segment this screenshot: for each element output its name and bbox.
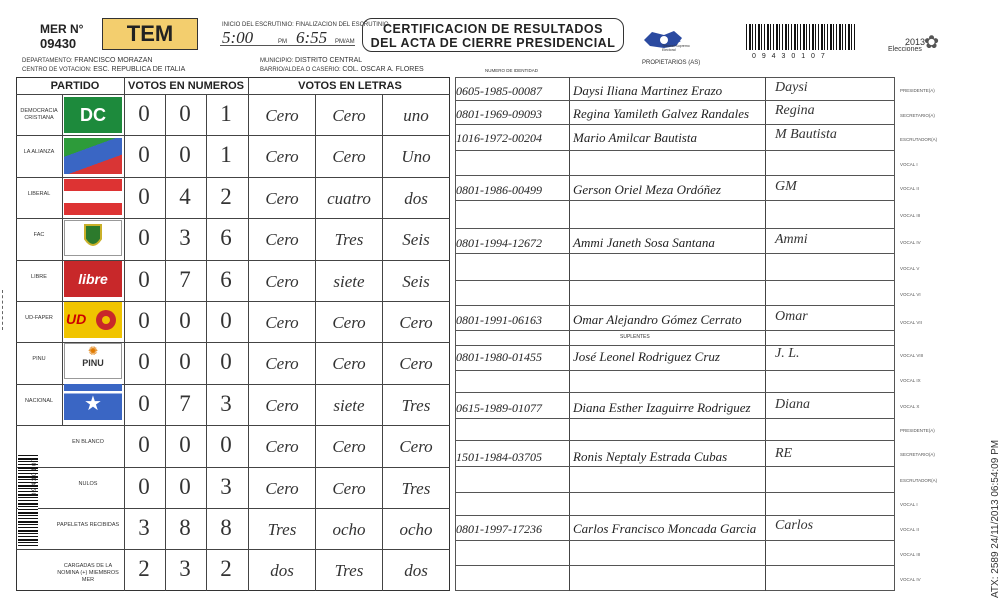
vote-digit: 7 [179,266,191,292]
pinu-logo-text: PINU [82,358,104,368]
member-id: 1016-1972-00204 [456,131,542,145]
vote-digit: 2 [220,183,232,209]
pinu-star-icon: ✺ [87,344,99,358]
mun-label: MUNICIPIO: [260,58,294,64]
dc-logo [64,97,122,133]
election-word: Elecciones [888,46,922,53]
sun-icon [92,303,120,337]
vote-digit: 0 [179,142,191,168]
pm-label-1: PM [278,39,287,45]
role-label: VOCAL III [900,213,921,218]
vote-word: Cero [265,478,299,498]
vote-digit: 0 [179,349,191,375]
vote-digit: 0 [179,308,191,333]
side-barcode-number: 0 9 4 3 0 1 0 7 [32,457,38,496]
vote-word: dos [404,188,428,208]
role-label: ESCRUTADOR(A) [900,137,938,142]
vote-digit: 3 [220,473,232,499]
vote-word: Cero [265,395,299,415]
vote-word: Cero [265,437,299,457]
vote-digit: 0 [138,390,150,416]
member-id: 0801-1991-06163 [456,313,542,327]
nacional-star-icon: ★ [84,393,102,415]
vote-digit: 0 [220,432,232,458]
vote-digit: 0 [138,183,150,209]
member-id: 0801-1969-09093 [456,107,542,121]
tse-sub-label: Tribunal Supremo Electoral [662,44,690,52]
top-barcode [746,24,856,50]
fac-shield-icon [65,221,121,255]
mer-label: MER N° [40,22,84,36]
vote-word: Cero [265,106,299,125]
vote-digit: 0 [138,266,150,292]
dc-logo-text: DC [80,105,106,125]
vote-digit: 8 [179,515,191,540]
party-name: LA ALIANZA [23,149,55,156]
party-name: DEMOCRACIA CRISTIANA [20,108,58,121]
libre-logo-text: libre [78,271,108,287]
title-line-2: DEL ACTA DE CIERRE PRESIDENCIAL [370,36,616,50]
vote-digit: 8 [220,515,232,540]
vote-word: Cero [332,437,366,457]
col-letras: VOTOS EN LETRAS [298,80,402,92]
vote-word: siete [333,395,365,415]
inicio-label: INICIO DEL ESCRUTINIO: FINALIZACION DEL ESCRUTINIO [222,22,389,28]
vote-word: Cero [332,313,366,332]
role-label: VOCAL III [900,552,921,557]
vote-digit: 2 [138,556,150,582]
member-name: Carlos Francisco Moncada Garcia [573,521,757,536]
vote-word: cuatro [327,188,371,208]
top-barcode-number: 0 9 4 3 0 1 0 7 [752,53,827,60]
barrio-label: BARRIO/ALDEA O CASERIO: [260,67,341,73]
liberal-logo [64,179,122,215]
title-box [362,18,624,52]
party-name: NULOS [78,480,98,487]
member-signature: Diana [775,397,810,412]
role-label: VOCAL II [900,186,919,191]
party-name: CARGADAS DE LA NOMINA (+) MIEMBROS MER [57,563,119,584]
member-name: Daysi Iliana Martinez Erazo [573,83,723,98]
vote-digit: 0 [138,225,150,251]
time-end: 6:55 [296,28,328,47]
member-signature: RE [775,446,793,461]
vote-digit: 0 [138,473,150,499]
party-name: PINU [32,356,46,363]
vote-word: Cero [265,354,299,374]
vote-digit: 0 [138,142,150,168]
vote-digit: 6 [220,266,232,292]
id-column-label: NUMERO DE IDENTIDAD [485,68,539,73]
role-label: VOCAL X [900,404,920,409]
vote-word: siete [333,271,365,291]
vote-digit: 6 [220,225,232,251]
member-signature: J. L. [775,346,800,361]
vote-word: Cero [265,271,299,291]
election-icon: ✿ [924,32,940,52]
vote-digit: 2 [220,556,232,582]
vote-word: Uno [401,147,431,167]
vote-word: Tres [401,478,431,498]
role-label: VOCAL VII [900,320,922,325]
vote-word: uno [403,106,429,125]
vote-word: Cero [399,313,433,332]
member-name: Gerson Oriel Meza Ordóñez [573,182,721,197]
role-label: VOCAL I [900,502,918,507]
role-label: VOCAL I [900,162,918,167]
vote-digit: 3 [138,515,150,540]
ud-logo [64,302,122,338]
vote-digit: 3 [220,390,232,416]
vote-digit: 1 [220,142,232,168]
propietarios-label: PROPIETARIOS (AS) [642,60,701,66]
member-signature: GM [775,179,797,194]
vote-word: ocho [332,520,366,539]
member-signature: M Bautista [775,127,837,142]
member-name: Diana Esther Izaguirre Rodriguez [573,400,751,415]
libre-logo [64,261,122,297]
title-line-1: CERTIFICACION DE RESULTADOS [383,22,603,36]
vote-digit: 3 [179,556,191,582]
mer-number: 09430 [40,36,77,51]
vote-word: Cero [265,188,299,208]
party-name: NACIONAL [24,397,54,404]
election-year: 2013 [905,37,926,47]
role-label: PRESIDENTE(A) [900,428,935,433]
member-signature: Daysi [775,80,808,95]
vote-word: Seis [402,230,430,250]
role-label: VOCAL II [900,527,919,532]
ud-logo-text: UD [66,311,87,327]
party-name: FAC [33,232,45,239]
tse-label: TSE [670,38,681,44]
role-label: PRESIDENTE(A) [900,88,935,93]
member-id: 0801-1980-01455 [456,350,542,364]
vote-word: Cero [332,106,366,125]
party-name: PAPELETAS RECIBIDAS [56,522,120,528]
vote-digit: 0 [179,101,191,126]
barrio-value: COL. OSCAR A. FLORES [342,66,424,73]
member-signature: Ammi [775,232,808,247]
tem-label: TEM [126,21,174,46]
nacional-logo [64,384,122,420]
centro-label: CENTRO DE VOTACION: [22,67,92,73]
centro-value: ESC. REPUBLICA DE ITALIA [93,66,186,73]
vote-word: Cero [332,354,366,374]
pinu-logo [64,343,122,379]
party-name: LIBERAL [27,190,51,197]
transmission-timestamp: ATX: 2589 24/11/2013 06:54:09 PM [990,439,1001,598]
vote-digit: 0 [138,308,150,333]
vote-digit: 0 [138,101,150,126]
party-name: LIBRE [31,273,47,280]
vote-word: Cero [265,313,299,332]
member-name: Omar Alejandro Gómez Cerrato [573,312,742,327]
member-signature: Regina [775,103,815,118]
member-name: Mario Amilcar Bautista [573,130,697,145]
mun-value: DISTRITO CENTRAL [295,57,363,64]
member-name: Ammi Janeth Sosa Santana [573,235,715,250]
vote-digit: 0 [220,349,232,375]
vote-word: dos [404,561,428,581]
role-label: VOCAL V [900,266,920,271]
member-name: Regina Yamileth Galvez Randales [573,106,750,121]
role-label: VOCAL IV [900,240,921,245]
dept-label: DEPARTAMENTO: [22,58,73,64]
tem-box [102,18,198,50]
role-label: VOCAL IX [900,378,921,383]
vote-digit: 1 [220,101,232,126]
vote-word: dos [270,561,294,581]
party-name: EN BLANCO [72,439,104,446]
members-box [455,77,895,591]
member-id: 0615-1989-01077 [456,401,542,415]
vote-digit: 0 [138,349,150,375]
vote-digit: 0 [220,308,232,333]
vote-word: Cero [332,478,366,498]
vote-word: Cero [265,230,299,250]
member-id: 0801-1986-00499 [456,183,542,197]
time-start: 5:00 [222,28,254,47]
role-label: VOCAL VIII [900,353,924,358]
vote-word: Cero [332,147,366,167]
fac-logo [64,220,122,256]
vote-digit: 0 [179,473,191,499]
role-label: SECRETARIO(A) [900,452,935,457]
suplentes-label: SUPLENTES [620,334,650,340]
member-name: José Leonel Rodriguez Cruz [573,349,720,364]
dept-value: FRANCISCO MORAZAN [74,57,153,64]
vote-digit: 0 [138,432,150,458]
vote-digit: 7 [179,390,191,416]
vote-digit: 3 [179,225,191,251]
pm-label-2: PM/AM [335,39,355,45]
vote-word: Tres [267,520,297,539]
member-id: 1501-1984-03705 [456,450,542,464]
vote-word: Cero [265,147,299,167]
vote-word: Tres [334,561,364,581]
col-numeros: VOTOS EN NUMEROS [128,80,244,92]
role-label: ESCRUTADOR(A) [900,478,938,483]
role-label: SECRETARIO(A) [900,113,935,118]
vote-word: Tres [401,395,431,415]
party-name: UD-FAPER [25,315,53,321]
col-partido: PARTIDO [50,80,100,92]
member-id: 0605-1985-00087 [456,84,542,98]
member-signature: Omar [775,309,808,324]
role-label: VOCAL IV [900,577,921,582]
alianza-logo [64,138,122,174]
member-id: 0801-1997-17236 [456,522,542,536]
member-id: 0801-1994-12672 [456,236,542,250]
member-name: Ronis Neptaly Estrada Cubas [573,449,728,464]
member-signature: Carlos [775,518,814,533]
vote-word: ocho [399,520,433,539]
vote-word: Tres [334,230,364,250]
vote-word: Seis [402,271,430,291]
vote-digit: 4 [179,183,191,209]
vote-digit: 0 [179,432,191,458]
role-label: VOCAL VI [900,292,921,297]
vote-word: Cero [399,437,433,457]
left-edge-mark [2,290,5,330]
vote-word: Cero [399,354,433,374]
